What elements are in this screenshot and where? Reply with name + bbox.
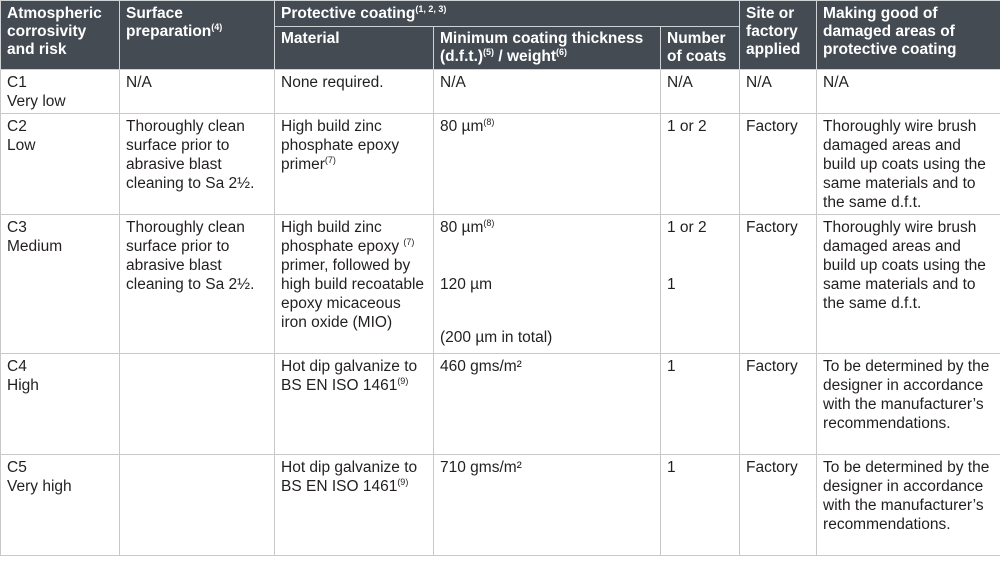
cell-risk: C4 High <box>1 354 120 455</box>
cell-making-good: N/A <box>817 70 1000 114</box>
cell-risk: C5 Very high <box>1 455 120 556</box>
cell-thickness: 80 µm$^{(8)}$ 120 µm (200 µm in total) <box>434 215 661 354</box>
cell-making-good: To be determined by the designer in accordance with the manufacturer’s recommendations. <box>817 354 1000 455</box>
cell-risk: C2 Low <box>1 114 120 215</box>
cell-site: Factory <box>740 455 817 556</box>
cell-making-good: Thoroughly wire brush damaged areas and build up coats using the same materials and to the same d.f.t. <box>817 215 1000 354</box>
cell-risk: C3 Medium <box>1 215 120 354</box>
footnote-ref: (6) <box>556 46 568 57</box>
cell-site: Factory <box>740 354 817 455</box>
header-thickness: Minimum coating thickness $(d.f.t.)^{(5)}$ / weight$^{(6)}$ <box>434 27 661 70</box>
header-site-or-factory: Site or factory applied <box>740 1 817 70</box>
cell-site: Factory <box>740 114 817 215</box>
footnote-ref: (8) <box>483 217 495 228</box>
footnote-ref: (5) <box>483 46 495 57</box>
header-making-good: Making good of damaged areas of protective coating <box>817 1 1000 70</box>
footnote-ref: (7) <box>403 236 415 247</box>
header-risk: Atmospheric corrosivity and risk <box>1 1 120 70</box>
cell-material: None required. <box>275 70 434 114</box>
cell-surface-preparation: N/A <box>120 70 275 114</box>
cell-surface-preparation <box>120 455 275 556</box>
cell-coats: 1 <box>661 455 740 556</box>
cell-surface-preparation <box>120 354 275 455</box>
header-protective-coating: Protective coating$^{(1, 2, 3)}$ <box>275 1 740 27</box>
cell-surface-preparation: Thoroughly clean surface prior to abrasive blast cleaning to Sa 2½. <box>120 114 275 215</box>
cell-risk: C1 Very low <box>1 70 120 114</box>
table-header <box>1 1 1000 70</box>
cell-making-good: To be determined by the designer in accordance with the manufacturer’s recommendations. <box>817 455 1000 556</box>
cell-site: Factory <box>740 215 817 354</box>
table-row <box>1 215 1000 354</box>
cell-coats: 1 or 2 <box>661 114 740 215</box>
cell-material: Hot dip galvanize to BS EN ISO 1461$^{(9)}$ <box>275 455 434 556</box>
cell-coats: N/A <box>661 70 740 114</box>
cell-site: N/A <box>740 70 817 114</box>
cell-coats: 1 or 2 1 <box>661 215 740 354</box>
cell-material: Hot dip galvanize to BS EN ISO 1461$^{(9)}$ <box>275 354 434 455</box>
cell-coats: 1 <box>661 354 740 455</box>
table-row <box>1 455 1000 556</box>
cell-material: High build zinc phosphate epoxy primer$^{(7)}$ <box>275 114 434 215</box>
table-row <box>1 114 1000 215</box>
footnote-ref: (7) <box>324 154 336 165</box>
header-number-of-coats: Number of coats <box>661 27 740 70</box>
header-material: Material <box>275 27 434 70</box>
footnote-ref: (1, 2, 3) <box>415 3 447 14</box>
footnote-ref: (4) <box>211 21 223 32</box>
table-body <box>1 70 1000 556</box>
footnote-ref: (9) <box>397 375 409 386</box>
header-surface-preparation: Surface preparation$^{(4)}$ <box>120 1 275 70</box>
cell-thickness: 710 gms/m² <box>434 455 661 556</box>
footnote-ref: (8) <box>483 116 495 127</box>
cell-thickness: 460 gms/m² <box>434 354 661 455</box>
cell-making-good: Thoroughly wire brush damaged areas and build up coats using the same materials and to the same d.f.t. <box>817 114 1000 215</box>
table-row <box>1 354 1000 455</box>
cell-thickness: N/A <box>434 70 661 114</box>
footnote-ref: (9) <box>397 476 409 487</box>
cell-thickness: 80 µm$^{(8)}$ <box>434 114 661 215</box>
cell-surface-preparation: Thoroughly clean surface prior to abrasive blast cleaning to Sa 2½. <box>120 215 275 354</box>
cell-material: High build zinc phosphate epoxy $^{(7)}$ primer, followed by high build recoatable epoxy micaceous iron oxide (MIO) <box>275 215 434 354</box>
table-row <box>1 70 1000 114</box>
